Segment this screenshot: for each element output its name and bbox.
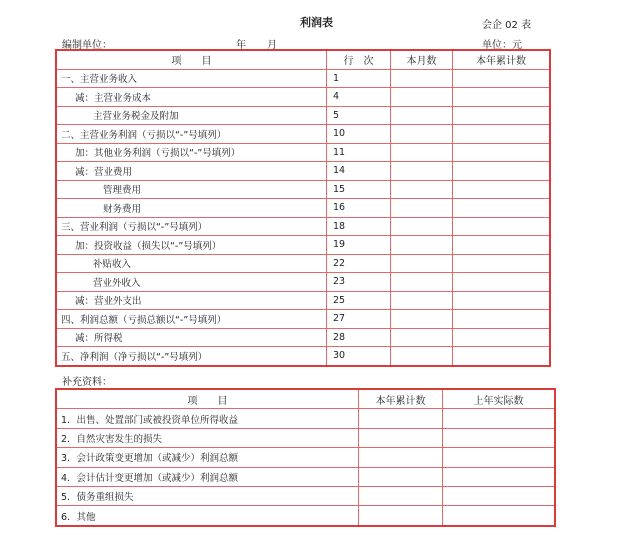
table-row bbox=[57, 328, 550, 347]
line-no-cell: 30 bbox=[327, 347, 391, 366]
this-month-cell bbox=[391, 180, 453, 199]
year-to-date-cell bbox=[453, 236, 550, 255]
header-prior-year: 上年实际数 bbox=[443, 390, 555, 409]
line-no-cell: 5 bbox=[327, 106, 391, 125]
header-item: 项 目 bbox=[57, 390, 359, 409]
table-row bbox=[57, 506, 555, 525]
year-to-date-cell bbox=[453, 69, 550, 88]
this-month-cell bbox=[391, 125, 453, 144]
line-no-cell: 16 bbox=[327, 199, 391, 218]
supplementary-table bbox=[56, 389, 555, 526]
line-no-cell: 15 bbox=[327, 180, 391, 199]
table-row bbox=[57, 486, 555, 505]
year-to-date-cell bbox=[453, 273, 550, 292]
item-cell: 减：所得税 bbox=[57, 328, 327, 347]
this-month-cell bbox=[391, 273, 453, 292]
item-cell: 减：主营业务成本 bbox=[57, 88, 327, 107]
this-month-cell bbox=[391, 69, 453, 88]
year-to-date-cell bbox=[453, 347, 550, 366]
table-row bbox=[57, 291, 550, 310]
prior-year-cell bbox=[443, 428, 555, 447]
income-statement-table bbox=[56, 50, 550, 366]
this-month-cell bbox=[391, 310, 453, 329]
header-year-to-date: 本年累计数 bbox=[453, 51, 550, 70]
line-no-cell: 4 bbox=[327, 88, 391, 107]
item-cell: 加：投资收益（损失以“-”号填列） bbox=[57, 236, 327, 255]
table-row bbox=[57, 88, 550, 107]
this-month-cell bbox=[391, 143, 453, 162]
prior-year-cell bbox=[443, 467, 555, 486]
currency-unit-label: 单位：元 bbox=[482, 40, 522, 51]
table-row bbox=[57, 428, 555, 447]
line-no-cell: 19 bbox=[327, 236, 391, 255]
line-no-cell: 1 bbox=[327, 69, 391, 88]
this-month-cell bbox=[391, 347, 453, 366]
table-row bbox=[57, 409, 555, 428]
header-item: 项 目 bbox=[57, 51, 327, 70]
this-month-cell bbox=[391, 236, 453, 255]
table-row bbox=[57, 69, 550, 88]
table-row bbox=[57, 106, 550, 125]
header-line-no: 行 次 bbox=[327, 51, 391, 70]
year-to-date-cell bbox=[453, 291, 550, 310]
item-cell: 加：其他业务利润（亏损以“-”号填列） bbox=[57, 143, 327, 162]
year-to-date-cell bbox=[359, 409, 443, 428]
item-cell: 主营业务税金及附加 bbox=[57, 106, 327, 125]
item-cell: 四、利润总额（亏损总额以“-”号填列） bbox=[57, 310, 327, 329]
table-row bbox=[57, 254, 550, 273]
year-to-date-cell bbox=[453, 125, 550, 144]
item-cell: 3．会计政策变更增加（或减少）利润总额 bbox=[57, 448, 359, 467]
year-to-date-cell bbox=[359, 506, 443, 525]
prior-year-cell bbox=[443, 448, 555, 467]
table-header-row bbox=[57, 51, 550, 70]
table-header-row bbox=[57, 390, 555, 409]
line-no-cell: 11 bbox=[327, 143, 391, 162]
year-to-date-cell bbox=[453, 106, 550, 125]
year-to-date-cell bbox=[453, 328, 550, 347]
line-no-cell: 23 bbox=[327, 273, 391, 292]
table-row bbox=[57, 448, 555, 467]
year-to-date-cell bbox=[453, 88, 550, 107]
prior-year-cell bbox=[443, 506, 555, 525]
table-row bbox=[57, 199, 550, 218]
supplementary-info-label: 补充资料： bbox=[62, 377, 112, 388]
line-no-cell: 28 bbox=[327, 328, 391, 347]
item-cell: 补贴收入 bbox=[57, 254, 327, 273]
header-this-month: 本月数 bbox=[391, 51, 453, 70]
item-cell: 五、净利润（净亏损以“-”号填列） bbox=[57, 347, 327, 366]
item-cell: 管理费用 bbox=[57, 180, 327, 199]
item-cell: 2．自然灾害发生的损失 bbox=[57, 428, 359, 447]
line-no-cell: 18 bbox=[327, 217, 391, 236]
item-cell: 财务费用 bbox=[57, 199, 327, 218]
year-to-date-cell bbox=[359, 486, 443, 505]
year-to-date-cell bbox=[359, 428, 443, 447]
period-label: 年 月 bbox=[236, 40, 278, 51]
table-row bbox=[57, 273, 550, 292]
this-month-cell bbox=[391, 328, 453, 347]
table-row bbox=[57, 310, 550, 329]
table-row bbox=[57, 125, 550, 144]
line-no-cell: 27 bbox=[327, 310, 391, 329]
this-month-cell bbox=[391, 199, 453, 218]
page-title: 利润表 bbox=[300, 16, 333, 29]
item-cell: 5．债务重组损失 bbox=[57, 486, 359, 505]
table-row bbox=[57, 162, 550, 181]
table-row bbox=[57, 347, 550, 366]
year-to-date-cell bbox=[453, 310, 550, 329]
item-cell: 二、主营业务利润（亏损以“-”号填列） bbox=[57, 125, 327, 144]
year-to-date-cell bbox=[453, 199, 550, 218]
line-no-cell: 25 bbox=[327, 291, 391, 310]
year-to-date-cell bbox=[453, 217, 550, 236]
header-year-to-date: 本年累计数 bbox=[359, 390, 443, 409]
this-month-cell bbox=[391, 291, 453, 310]
year-to-date-cell bbox=[453, 254, 550, 273]
item-cell: 一、主营业务收入 bbox=[57, 69, 327, 88]
line-no-cell: 10 bbox=[327, 125, 391, 144]
item-cell: 三、营业利润（亏损以“-”号填列） bbox=[57, 217, 327, 236]
year-to-date-cell bbox=[453, 162, 550, 181]
item-cell: 6．其他 bbox=[57, 506, 359, 525]
this-month-cell bbox=[391, 217, 453, 236]
this-month-cell bbox=[391, 106, 453, 125]
form-number: 会企 02 表 bbox=[482, 20, 532, 31]
line-no-cell: 14 bbox=[327, 162, 391, 181]
table-row bbox=[57, 467, 555, 486]
preparing-unit-label: 编制单位： bbox=[62, 40, 112, 51]
item-cell: 减：营业费用 bbox=[57, 162, 327, 181]
year-to-date-cell bbox=[453, 143, 550, 162]
this-month-cell bbox=[391, 254, 453, 273]
year-to-date-cell bbox=[453, 180, 550, 199]
table-row bbox=[57, 217, 550, 236]
year-to-date-cell bbox=[359, 448, 443, 467]
this-month-cell bbox=[391, 88, 453, 107]
table-row bbox=[57, 143, 550, 162]
table-row bbox=[57, 236, 550, 255]
this-month-cell bbox=[391, 162, 453, 181]
item-cell: 1．出售、处置部门或被投资单位所得收益 bbox=[57, 409, 359, 428]
line-no-cell: 22 bbox=[327, 254, 391, 273]
item-cell: 4．会计估计变更增加（或减少）利润总额 bbox=[57, 467, 359, 486]
table-row bbox=[57, 180, 550, 199]
prior-year-cell bbox=[443, 486, 555, 505]
prior-year-cell bbox=[443, 409, 555, 428]
year-to-date-cell bbox=[359, 467, 443, 486]
item-cell: 减：营业外支出 bbox=[57, 291, 327, 310]
item-cell: 营业外收入 bbox=[57, 273, 327, 292]
